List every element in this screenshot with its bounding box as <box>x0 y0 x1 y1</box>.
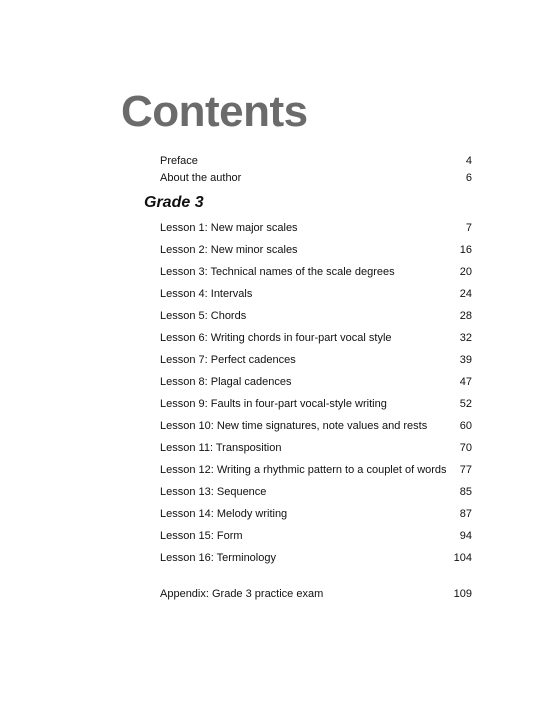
toc-entry-label: Appendix: Grade 3 practice exam <box>160 588 324 600</box>
toc-entry-label: Lesson 15: Form <box>160 530 243 542</box>
toc-entry-page: 52 <box>459 398 472 410</box>
toc-entry-page: 24 <box>459 288 472 300</box>
toc-entry-page: 20 <box>459 266 472 278</box>
toc-entry <box>160 551 472 565</box>
toc-entry <box>160 353 472 367</box>
toc-entry-preface <box>160 154 472 168</box>
toc-entry-label: Lesson 8: Plagal cadences <box>160 376 292 388</box>
toc-entry-label: Lesson 11: Transposition <box>160 442 282 454</box>
toc-entry <box>160 419 472 433</box>
toc-entry <box>160 265 472 279</box>
toc-entry-label: Lesson 5: Chords <box>160 310 247 322</box>
toc-entry-appendix <box>160 587 472 601</box>
toc-entry-label: Lesson 7: Perfect cadences <box>160 354 296 366</box>
toc-entry-label: Lesson 2: New minor scales <box>160 244 298 256</box>
toc-entry-page: 77 <box>459 464 472 476</box>
toc-entry-page: 47 <box>459 376 472 388</box>
toc-entry <box>160 463 472 477</box>
toc-entry <box>160 397 472 411</box>
toc-entry <box>160 507 472 521</box>
toc-entry-label: Lesson 9: Faults in four-part vocal-style writing <box>160 398 387 410</box>
toc-entry-page: 87 <box>459 508 472 520</box>
toc-entry-label: Lesson 13: Sequence <box>160 486 267 498</box>
toc-entry-page: 7 <box>465 222 472 234</box>
toc-entry-label: Preface <box>160 155 198 167</box>
toc-entry-page: 70 <box>459 442 472 454</box>
toc-entry <box>160 221 472 235</box>
page-title: Contents <box>121 87 308 136</box>
toc-entry-about-author <box>160 171 472 185</box>
toc-entry-page: 6 <box>465 172 472 184</box>
toc-entry <box>160 309 472 323</box>
toc-entry <box>160 529 472 543</box>
toc-entry-page: 60 <box>459 420 472 432</box>
toc-entry-page: 32 <box>459 332 472 344</box>
toc-entry-label: Lesson 12: Writing a rhythmic pattern to a couplet of words <box>160 464 447 476</box>
toc-entry <box>160 375 472 389</box>
toc-entry-label: Lesson 1: New major scales <box>160 222 298 234</box>
toc-entry-label: Lesson 6: Writing chords in four-part vocal style <box>160 332 392 344</box>
toc-entry-page: 85 <box>459 486 472 498</box>
toc-entry <box>160 331 472 345</box>
toc-entry-page: 104 <box>453 552 472 564</box>
toc-entry-page: 109 <box>453 588 472 600</box>
toc-entry-page: 16 <box>459 244 472 256</box>
toc-entry-label: Lesson 10: New time signatures, note values and rests <box>160 420 428 432</box>
section-heading: Grade 3 <box>144 194 204 211</box>
toc-entry <box>160 243 472 257</box>
toc-entry-page: 4 <box>465 155 472 167</box>
toc-entry-label: Lesson 3: Technical names of the scale degrees <box>160 266 395 278</box>
toc-entry <box>160 441 472 455</box>
toc-entry-page: 28 <box>459 310 472 322</box>
toc-entry-label: About the author <box>160 172 242 184</box>
toc-entry-page: 94 <box>459 530 472 542</box>
toc-entry <box>160 485 472 499</box>
toc-entry-label: Lesson 14: Melody writing <box>160 508 288 520</box>
toc-entry-label: Lesson 4: Intervals <box>160 288 253 300</box>
toc-entry <box>160 287 472 301</box>
toc-entry-label: Lesson 16: Terminology <box>160 552 276 564</box>
toc-entry-page: 39 <box>459 354 472 366</box>
